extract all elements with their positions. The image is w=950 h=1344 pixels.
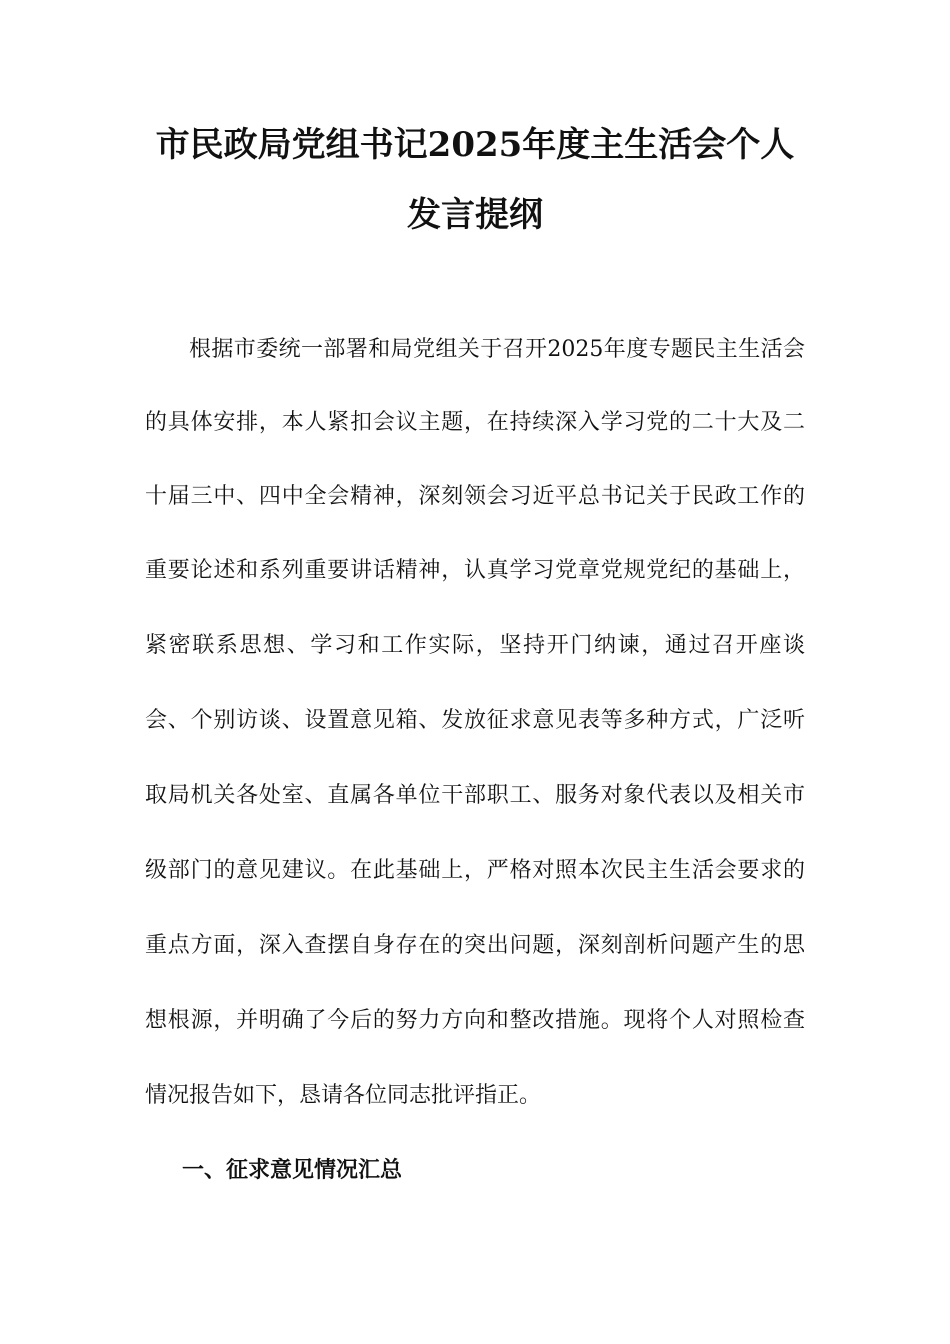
document-title-line-1: 市民政局党组书记2025年度主生活会个人 (155, 125, 795, 165)
paragraph-line: 的具体安排，本人紧扣会议主题，在持续深入学习党的二十大及二 (145, 410, 805, 435)
paragraph-line: 会、个别访谈、设置意见箱、发放征求意见表等多种方式，广泛听 (145, 708, 805, 733)
paragraph-line: 紧密联系思想、学习和工作实际，坚持开门纳谏，通过召开座谈 (145, 633, 805, 658)
section-heading: 一、征求意见情况汇总 (182, 1157, 403, 1183)
paragraph-line: 级部门的意见建议。在此基础上，严格对照本次民主生活会要求的 (145, 858, 805, 883)
paragraph-line: 重点方面，深入查摆自身存在的突出问题，深刻剖析问题产生的思 (145, 933, 805, 958)
paragraph-line: 十届三中、四中全会精神，深刻领会习近平总书记关于民政工作的 (145, 484, 805, 509)
paragraph-line: 情况报告如下，恳请各位同志批评指正。 (145, 1083, 542, 1108)
paragraph-line: 取局机关各处室、直属各单位干部职工、服务对象代表以及相关市 (145, 783, 805, 808)
document-title-line-2: 发言提纲 (407, 195, 543, 235)
paragraph-line: 想根源，并明确了今后的努力方向和整改措施。现将个人对照检查 (145, 1008, 805, 1033)
paragraph-line: 根据市委统一部署和局党组关于召开2025年度专题民主生活会 (189, 337, 805, 362)
paragraph-line: 重要论述和系列重要讲话精神，认真学习党章党规党纪的基础上， (145, 558, 805, 583)
